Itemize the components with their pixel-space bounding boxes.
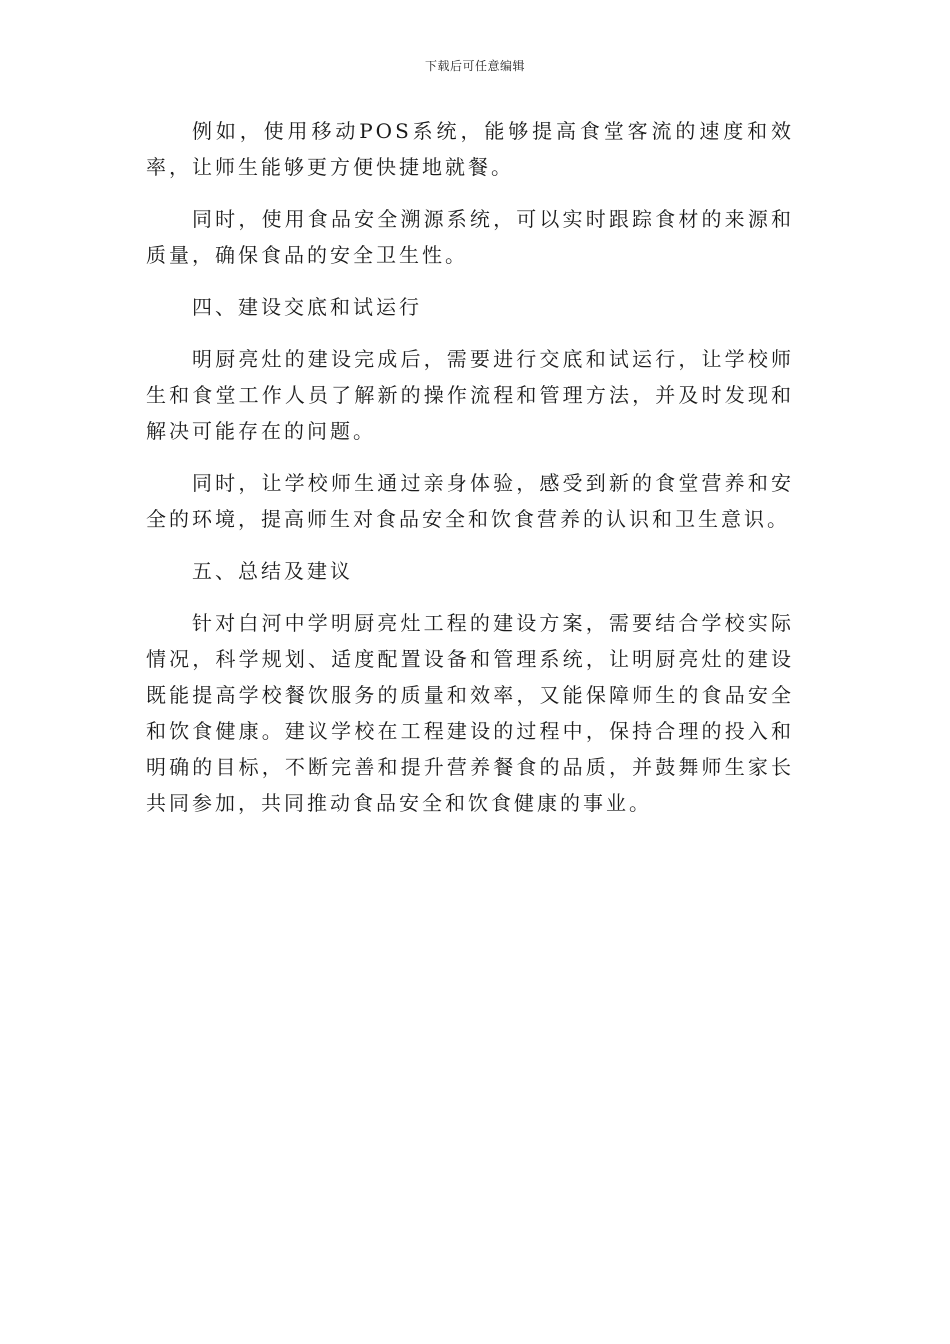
paragraph-traceability: 同时，使用食品安全溯源系统，可以实时跟踪食材的来源和质量，确保食品的安全卫生性。 — [146, 207, 794, 267]
document-body — [146, 113, 794, 837]
paragraph-pos-system: 例如，使用移动POS系统，能够提高食堂客流的速度和效率，让师生能够更方便快捷地就餐。 — [146, 119, 794, 179]
paragraph-trial-run: 明厨亮灶的建设完成后，需要进行交底和试运行，让学校师生和食堂工作人员了解新的操作流程和管理方法，并及时发现和解决可能存在的问题。 — [146, 347, 794, 443]
paragraph-experience: 同时，让学校师生通过亲身体验，感受到新的食堂营养和安全的环境，提高师生对食品安全和饮食营养的认识和卫生意识。 — [146, 471, 794, 531]
section-heading-4: 四、建设交底和试运行 — [192, 295, 422, 319]
section-heading-5: 五、总结及建议 — [192, 559, 353, 583]
paragraph-summary: 针对白河中学明厨亮灶工程的建设方案，需要结合学校实际情况，科学规划、适度配置设备和管理系统，让明厨亮灶的建设既能提高学校餐饮服务的质量和效率，又能保障师生的食品安全和饮食健康。建议学校在工程建设的过程中，保持合理的投入和明确的目标，不断完善和提升营养餐食的品质，并鼓舞师生家长共同参加，共同推动食品安全和饮食健康的事业。 — [146, 611, 794, 815]
page-header: 下载后可任意编辑 — [424, 59, 525, 73]
